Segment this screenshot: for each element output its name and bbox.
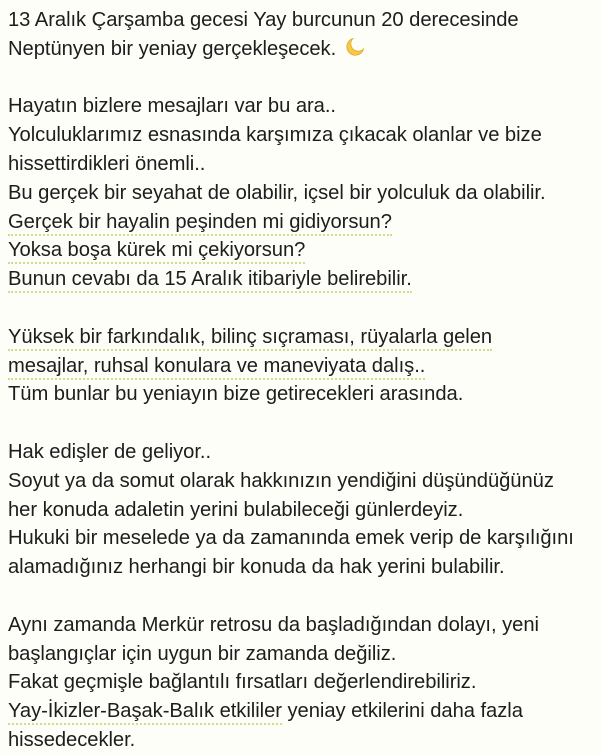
text-line: Neptünyen bir yeniay gerçekleşecek. — [8, 35, 602, 64]
text-line: Yolculuklarımız esnasında karşımıza çıkacak olanlar ve bize — [8, 124, 542, 147]
underlined-text-line: Yoksa boşa kürek mi çekiyorsun? — [8, 236, 602, 265]
text-line: Aynı zamanda Merkür retrosu da başladığından dolayı, yeni — [8, 613, 539, 636]
text-line: 13 Aralık Çarşamba gecesi Yay burcunun 20 derecesinde — [8, 9, 519, 31]
text-line: Tüm bunlar bu yeniayın bize getirecekleri arasında. — [8, 383, 464, 406]
text-line: Bu gerçek bir seyahat de olabilir, içsel bir yolculuk da olabilir. — [8, 181, 546, 204]
text-line: Hayatın bizlere mesajları var bu ara.. — [8, 95, 336, 118]
paragraph-gap — [8, 294, 602, 323]
paragraph-gap — [8, 64, 602, 93]
text-line: Yay-İkizler-Başak-Balık etkililer yeniay etkilerini daha fazla — [8, 697, 602, 726]
paragraph-gap — [8, 582, 602, 611]
underlined-text-line: Gerçek bir hayalin peşinden mi gidiyorsun? — [8, 208, 602, 237]
text-line: Fakat geçmişle bağlantılı fırsatları değerlendirebiliriz. — [8, 671, 477, 694]
sign-list-underlined: Yay-İkizler-Başak-Balık etkililer — [8, 700, 282, 725]
text-line: hissettirdikleri önemli.. — [8, 152, 206, 175]
paragraph-gap — [8, 409, 602, 438]
text-line: başlangıçlar için uygun bir zamanda değiliz. — [8, 642, 397, 665]
text-line: her konuda adaletin yerini bulabileceği günlerdeyiz. — [8, 498, 464, 521]
underlined-text-line: Bunun cevabı da 15 Aralık itibariyle belirebilir. — [8, 265, 602, 294]
underlined-text-line: Yüksek bir farkındalık, bilinç sıçraması, rüyalarla gelen — [8, 323, 602, 352]
text-line: Hukuki bir meselede ya da zamanında emek verip de karşılığını — [8, 527, 574, 550]
text-line: Soyut ya da somut olarak hakkınızın yendiğini düşündüğünüz — [8, 469, 554, 492]
text-line: hissedecekler. — [8, 728, 136, 751]
text-line: alamadığınız herhangi bir konuda da hak yerini bulabilir. — [8, 556, 505, 579]
crescent-moon-icon — [345, 37, 365, 66]
underlined-text-line: mesajlar, ruhsal konulara ve maneviyata dalış.. — [8, 352, 602, 381]
text-line: Hak edişler de geliyor.. — [8, 440, 212, 463]
